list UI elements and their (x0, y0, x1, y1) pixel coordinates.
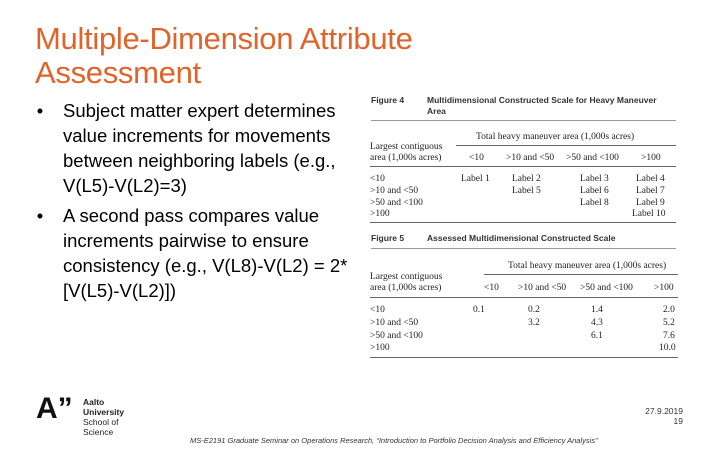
figure4-body-line (370, 166, 676, 167)
figure4-title: Multidimensional Constructed Scale for Heavy Maneuver Area (427, 95, 657, 116)
slide-date-block (645, 406, 683, 426)
slide-date: 27.9.2019 (645, 406, 683, 416)
figure5-col-2: >10 and <50 (518, 283, 567, 293)
figure4-row-3-label: >50 and <100 (370, 198, 423, 208)
figure5-col-1: <10 (484, 283, 499, 293)
figure4-caption (371, 95, 677, 117)
figure4-cell: Label 1 (461, 174, 490, 184)
figure4-label: Figure 4 (371, 95, 405, 105)
bullet-text: A second pass compares value increments pairwise to ensure consistency (e.g., V(L8)-V(L2) = 2*[V(L5)-V(L2)]) (63, 205, 348, 301)
figure5-col-3: >50 and <100 (580, 283, 633, 293)
figure4-header-line (456, 145, 676, 146)
figure4-cell: Label 2 (512, 174, 541, 184)
figure-image (366, 92, 681, 362)
logo-text (83, 397, 124, 437)
figure5-row-2-label: >10 and <50 (370, 318, 419, 328)
figure4-row-4-label: >100 (370, 209, 390, 219)
figure4-col-3: >50 and <100 (566, 153, 619, 163)
figure5-col-4: >100 (654, 283, 674, 293)
bullet-item (30, 203, 360, 303)
figure5-cell: 2.0 (663, 305, 675, 315)
figure4-cell: Label 10 (632, 209, 666, 219)
figure5-cell: 0.1 (473, 305, 485, 315)
logo-university: Aalto University (83, 397, 125, 417)
figure4-cell: Label 8 (580, 198, 609, 208)
bullet-dot: • (36, 100, 44, 121)
figure4-col-2: >10 and <50 (506, 153, 555, 163)
figure4-row-2-label: >10 and <50 (370, 186, 419, 196)
figure5-row-1-label: <10 (370, 305, 385, 315)
figure5-caption (371, 233, 677, 244)
figure4-cell: Label 5 (512, 186, 541, 196)
figure4-col-1: <10 (469, 153, 484, 163)
bullet-text: Subject matter expert determines value increments for movements between neighboring labels (e.g., V(L5)-V(L2)=3) (63, 100, 336, 196)
figure4-col-4: >100 (641, 153, 661, 163)
figure4-row-header-2: area (1,000s acres) (370, 153, 442, 163)
figure5-cell: 1.4 (591, 305, 603, 315)
figure4-row-header-1: Largest contiguous (370, 142, 443, 152)
figure4-cell: Label 3 (580, 174, 609, 184)
figure4-cell: Label 7 (636, 186, 665, 196)
figure4-top-rule (371, 120, 676, 121)
figure5-row-3-label: >50 and <100 (370, 331, 423, 341)
figure4-cell: Label 6 (580, 186, 609, 196)
slide-number: 19 (673, 416, 683, 426)
bullet-dot: • (36, 205, 44, 226)
slide-title: Multiple-Dimension Attribute Assessment (35, 21, 413, 90)
figure4-row-1-label: <10 (370, 174, 385, 184)
figure5-col-header: Total heavy maneuver area (1,000s acres) (508, 261, 667, 271)
figure5-row-header-1: Largest contiguous (370, 272, 443, 282)
figure4-cell: Label 4 (636, 174, 665, 184)
logo-mark: A” (36, 392, 73, 425)
figure5-cell: 6.1 (591, 331, 603, 341)
figure5-cell: 0.2 (528, 305, 540, 315)
figure5-row-header-2: area (1,000s acres) (370, 283, 442, 293)
logo-school: School of Science (83, 417, 119, 437)
figure5-top-rule (371, 248, 676, 249)
bullet-item (30, 98, 360, 198)
figure4-col-header: Total heavy maneuver area (1,000s acres) (476, 132, 635, 142)
figure5-header-line (484, 274, 678, 275)
figure4-cell: Label 9 (636, 198, 665, 208)
slide-footer: MS-E2191 Graduate Seminar on Operations Research, “Introduction to Portfolio Decision Analysis and Efficiency Analysis” (190, 436, 598, 445)
figure5-bottom-line (370, 357, 678, 358)
bullet-list (30, 98, 360, 308)
figure5-row-4-label: >100 (370, 343, 390, 353)
figure4-bottom-line (370, 222, 676, 223)
figure5-cell: 4.3 (591, 318, 603, 328)
figure5-cell: 10.0 (659, 343, 676, 353)
figure5-title: Assessed Multidimensional Constructed Scale (427, 233, 616, 243)
figure5-cell: 7.6 (663, 331, 675, 341)
figure5-cell: 3.2 (528, 318, 540, 328)
figure5-label: Figure 5 (371, 233, 405, 243)
figure5-body-line (370, 297, 678, 298)
figure5-cell: 5.2 (663, 318, 675, 328)
